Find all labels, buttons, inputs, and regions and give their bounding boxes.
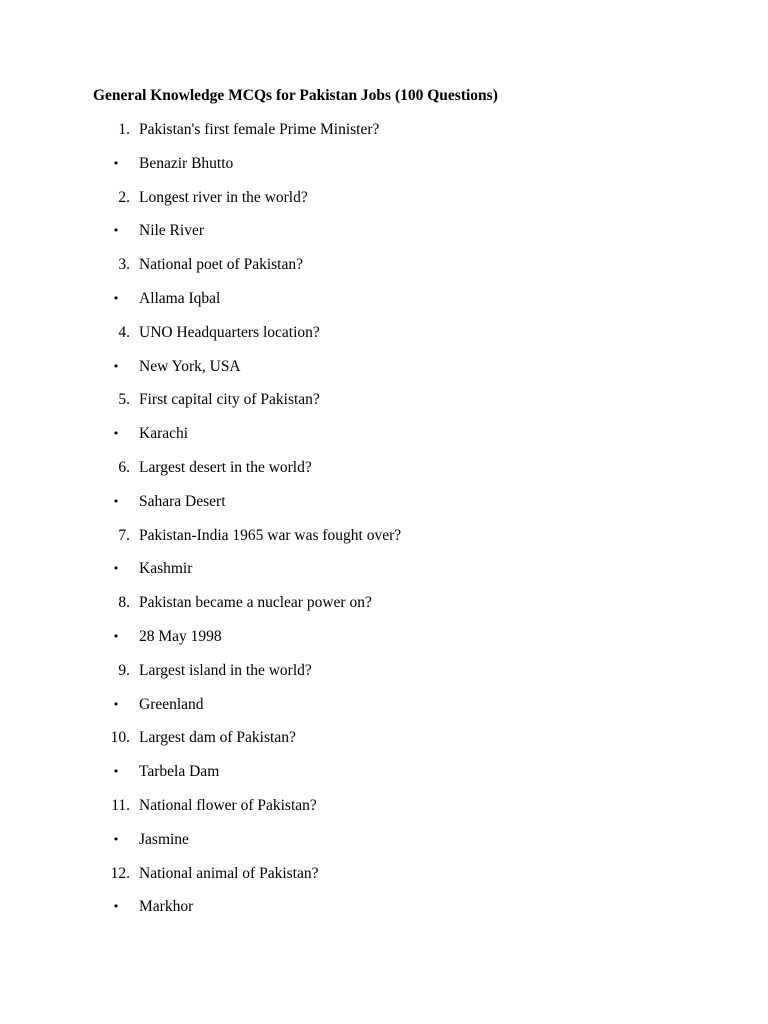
answer-text: Benazir Bhutto xyxy=(139,154,234,172)
question-item xyxy=(0,391,768,425)
question-text: National animal of Pakistan? xyxy=(139,864,319,882)
question-number: 3. xyxy=(118,256,130,274)
answer-text: New York, USA xyxy=(139,357,241,375)
answer-item xyxy=(0,425,768,459)
question-number: 12. xyxy=(110,864,130,882)
question-text: Pakistan became a nuclear power on? xyxy=(139,594,372,612)
answer-item xyxy=(0,831,768,865)
answer-text: 28 May 1998 xyxy=(139,627,222,645)
bullet-icon: • xyxy=(112,765,120,779)
question-item xyxy=(0,324,768,358)
bullet-icon: • xyxy=(112,629,120,643)
bullet-icon: • xyxy=(112,900,120,914)
bullet-icon: • xyxy=(112,359,120,373)
question-text: First capital city of Pakistan? xyxy=(139,391,320,409)
question-text: Pakistan-India 1965 war was fought over? xyxy=(139,526,402,544)
question-number: 10. xyxy=(110,729,130,747)
question-number: 11. xyxy=(111,796,130,814)
question-item xyxy=(0,729,768,763)
question-number: 4. xyxy=(118,323,130,341)
answer-text: Nile River xyxy=(139,222,204,240)
question-item xyxy=(0,256,768,290)
answer-item xyxy=(0,898,768,932)
bullet-icon: • xyxy=(112,427,120,441)
question-item xyxy=(0,594,768,628)
question-text: Pakistan's first female Prime Minister? xyxy=(139,121,380,138)
question-number: 5. xyxy=(118,391,130,409)
question-item xyxy=(0,189,768,223)
document-title: General Knowledge MCQs for Pakistan Jobs (100 Questions) xyxy=(93,87,498,104)
answer-text: Kashmir xyxy=(139,560,193,578)
answer-item xyxy=(0,696,768,730)
bullet-icon: • xyxy=(112,291,120,305)
question-text: National poet of Pakistan? xyxy=(139,256,303,274)
answer-item xyxy=(0,222,768,256)
question-number: 6. xyxy=(118,458,130,476)
question-text: Largest dam of Pakistan? xyxy=(139,729,296,747)
question-list xyxy=(0,121,768,932)
question-item xyxy=(0,121,768,155)
question-number: 8. xyxy=(118,594,130,612)
question-text: Largest island in the world? xyxy=(139,661,312,679)
bullet-icon: • xyxy=(112,156,120,170)
question-text: Longest river in the world? xyxy=(139,188,308,206)
answer-item xyxy=(0,290,768,324)
answer-item xyxy=(0,155,768,189)
answer-item xyxy=(0,358,768,392)
question-number: 7. xyxy=(118,526,130,544)
question-number: 1. xyxy=(118,121,130,138)
question-item xyxy=(0,459,768,493)
bullet-icon: • xyxy=(112,832,120,846)
answer-text: Greenland xyxy=(139,695,204,713)
question-item xyxy=(0,865,768,899)
answer-item xyxy=(0,763,768,797)
answer-item xyxy=(0,493,768,527)
question-item xyxy=(0,527,768,561)
question-text: UNO Headquarters location? xyxy=(139,323,320,341)
answer-item xyxy=(0,628,768,662)
answer-text: Allama Iqbal xyxy=(139,289,221,307)
bullet-icon: • xyxy=(112,494,120,508)
answer-item xyxy=(0,560,768,594)
question-item xyxy=(0,662,768,696)
bullet-icon: • xyxy=(112,224,120,238)
answer-text: Karachi xyxy=(139,425,189,443)
question-number: 9. xyxy=(118,661,130,679)
question-text: National flower of Pakistan? xyxy=(139,796,317,814)
answer-text: Sahara Desert xyxy=(139,492,226,510)
question-number: 2. xyxy=(118,188,130,206)
question-item xyxy=(0,797,768,831)
bullet-icon: • xyxy=(112,697,120,711)
bullet-icon: • xyxy=(112,562,120,576)
answer-text: Markhor xyxy=(139,898,194,916)
answer-text: Tarbela Dam xyxy=(139,763,220,781)
answer-text: Jasmine xyxy=(139,830,189,848)
question-text: Largest desert in the world? xyxy=(139,458,312,476)
